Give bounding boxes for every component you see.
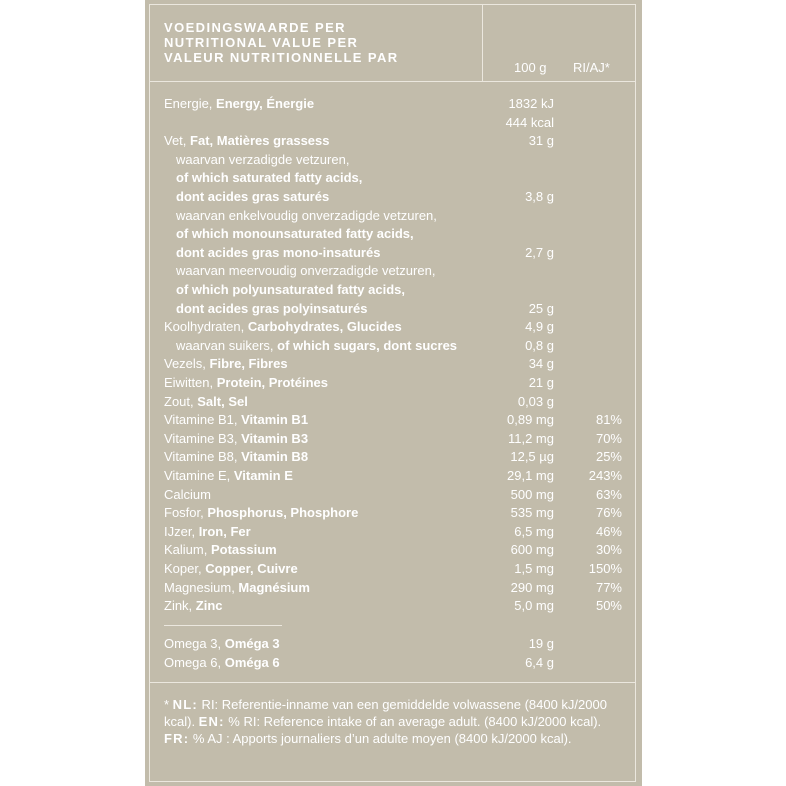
nutrient-label-plain: Zout,: [164, 394, 198, 409]
nutrition-panel: [145, 0, 642, 786]
nutrient-amount: 21 g: [528, 375, 554, 390]
nutrient-row: [150, 578, 635, 597]
nutrient-label-bold: Energy, Énergie: [216, 96, 315, 111]
nutrient-ri: 150%: [588, 561, 622, 576]
nutrient-label-bold: Phosphorus, Phosphore: [207, 505, 359, 520]
nutrient-label-bold: Potassium: [210, 542, 277, 557]
nutrient-row: [150, 150, 635, 169]
nutrient-row: [150, 466, 635, 485]
nutrient-label-plain: Vezels,: [164, 356, 210, 371]
nutrient-row: [150, 131, 635, 150]
nutrient-row: [150, 243, 635, 262]
footnote-text: [164, 696, 619, 747]
nutrient-row: [150, 354, 635, 373]
nutrient-row: [150, 299, 635, 318]
nutrient-label-bold: of which polyunsaturated fatty acids,: [176, 282, 405, 297]
nutrient-ri: 25%: [595, 449, 622, 464]
nutrient-label-plain: Vitamine B3,: [164, 431, 242, 446]
nutrient-row: [150, 410, 635, 429]
nutrient-label-plain: Koper,: [164, 561, 206, 576]
nutrient-ri: 76%: [595, 505, 622, 520]
nutrient-label-bold: of which sugars, dont sucres: [277, 338, 458, 353]
nutrient-label: [164, 410, 308, 429]
nutrient-label-bold: Fat, Matières grassess: [190, 133, 330, 148]
nutrient-label: [164, 653, 280, 672]
nutrient-label: [164, 131, 330, 150]
footnote-fr-text: % AJ : Apports journaliers d’un adulte moyen (8400 kJ/2000 kcal).: [189, 731, 572, 746]
nutrient-label: [176, 299, 367, 318]
nutrient-label: [164, 429, 308, 448]
nutrient-label-bold: Magnésium: [238, 580, 310, 595]
nutrient-amount: 0,03 g: [517, 394, 554, 409]
nutrient-label-plain: Energie,: [164, 96, 217, 111]
footnote-en-tag: EN:: [198, 714, 225, 729]
nutrient-amount: 6,5 mg: [514, 524, 554, 539]
footnote-box: [149, 682, 636, 782]
nutrient-label-plain: Calcium: [164, 487, 211, 502]
nutrient-label-bold: Copper, Cuivre: [205, 561, 298, 576]
nutrient-label: [164, 596, 223, 615]
nutrient-amount: 6,4 g: [525, 655, 554, 670]
nutrient-label-plain: Magnesium,: [164, 580, 239, 595]
nutrient-label: [164, 392, 248, 411]
nutrient-amount: 0,8 g: [525, 338, 554, 353]
nutrient-row: [150, 559, 635, 578]
nutrient-label-plain: Koolhydraten,: [164, 319, 248, 334]
nutrient-label: [176, 150, 349, 169]
nutrient-label: [164, 447, 308, 466]
nutrient-label-bold: Vitamin B1: [241, 412, 309, 427]
nutrient-label: [176, 168, 362, 187]
nutrient-label-plain: Zink,: [164, 598, 196, 613]
nutrient-row: [150, 485, 635, 504]
nutrient-amount: 535 mg: [510, 505, 554, 520]
nutrient-amount: 600 mg: [510, 542, 554, 557]
nutrient-label-plain: waarvan meervoudig onverzadigde vetzuren,: [176, 263, 436, 278]
nutrient-label-plain: Vitamine E,: [164, 468, 234, 483]
nutrient-amount: 444 kcal: [505, 115, 554, 130]
column-header-ri: RI/AJ*: [573, 60, 610, 75]
nutrient-label-plain: Vitamine B8,: [164, 449, 242, 464]
nutrient-label: [164, 317, 402, 336]
nutrient-label: [164, 578, 310, 597]
nutrient-label-plain: Fosfor,: [164, 505, 208, 520]
nutrient-ri: 70%: [595, 431, 622, 446]
nutrient-label-plain: Eiwitten,: [164, 375, 217, 390]
nutrient-row: [150, 187, 635, 206]
nutrient-label-bold: Salt, Sel: [197, 394, 248, 409]
nutrient-label-plain: waarvan enkelvoudig onverzadigde vetzuren,: [176, 208, 437, 223]
nutrient-amount: 19 g: [528, 636, 554, 651]
nutrient-ri: 63%: [595, 487, 622, 502]
nutrient-row: [150, 503, 635, 522]
nutrient-row: [150, 168, 635, 187]
nutrient-label: [164, 540, 277, 559]
nutrient-amount: 1,5 mg: [514, 561, 554, 576]
nutrient-row: [150, 634, 635, 653]
nutrient-ri: 77%: [595, 580, 622, 595]
nutrient-amount: 500 mg: [510, 487, 554, 502]
header-title: [164, 20, 399, 65]
footnote-fr-tag: FR:: [164, 731, 190, 746]
nutrient-row: [150, 317, 635, 336]
nutrient-label: [176, 224, 414, 243]
nutrient-label-bold: Fibre, Fibres: [209, 356, 288, 371]
nutrient-label-plain: Omega 3,: [164, 636, 225, 651]
nutrient-label: [176, 280, 405, 299]
nutrient-row: [150, 113, 635, 132]
footnote-nl-text: RI: Referentie-inname van een gemiddelde volwassene (8400 kJ/2000 kcal).: [164, 697, 607, 729]
nutrient-label-plain: waarvan verzadigde vetzuren,: [176, 152, 350, 167]
nutrient-label-plain: Vet,: [164, 133, 191, 148]
nutrient-amount: 0,89 mg: [507, 412, 554, 427]
nutrient-row: [150, 653, 635, 672]
nutrient-label-bold: dont acides gras polyinsaturés: [176, 301, 368, 316]
nutrient-amount: 290 mg: [510, 580, 554, 595]
nutrient-label: [164, 634, 280, 653]
nutrient-label-bold: Zinc: [195, 598, 223, 613]
nutrient-label-plain: waarvan suikers,: [176, 338, 278, 353]
nutrient-row: [150, 596, 635, 615]
nutrient-label-plain: Vitamine B1,: [164, 412, 242, 427]
nutrient-label-plain: IJzer,: [164, 524, 199, 539]
nutrient-row: [150, 392, 635, 411]
header-divider: [482, 5, 483, 81]
nutrient-amount: 12,5 µg: [510, 449, 554, 464]
nutrient-row: [150, 206, 635, 225]
nutrient-amount: 29,1 mg: [507, 468, 554, 483]
nutrient-label: [164, 373, 328, 392]
header-title-line-en: NUTRITIONAL VALUE PER: [164, 35, 359, 50]
table-header: [149, 4, 636, 82]
footnote-nl-tag: NL:: [172, 697, 198, 712]
nutrient-label: [176, 243, 380, 262]
nutrient-label-bold: of which saturated fatty acids,: [176, 170, 363, 185]
nutrient-row: [150, 522, 635, 541]
nutrient-label: [164, 522, 251, 541]
footnote-en-text: % RI: Reference intake of an average adult. (8400 kJ/2000 kcal).: [224, 714, 602, 729]
nutrient-label-plain: Omega 6,: [164, 655, 225, 670]
nutrient-table-body: [149, 82, 636, 682]
nutrient-label-bold: Vitamin B8: [241, 449, 309, 464]
nutrient-label-plain: Kalium,: [164, 542, 211, 557]
nutrient-label: [164, 354, 288, 373]
nutrient-label: [164, 485, 211, 504]
nutrient-amount: 5,0 mg: [514, 598, 554, 613]
nutrient-amount: 4,9 g: [525, 319, 554, 334]
nutrient-label: [164, 503, 358, 522]
nutrient-ri: 50%: [595, 598, 622, 613]
nutrient-label-bold: Oméga 6: [224, 655, 280, 670]
nutrient-amount: 25 g: [528, 301, 554, 316]
nutrient-row: [150, 336, 635, 355]
nutrient-label-bold: dont acides gras mono-insaturés: [176, 245, 381, 260]
nutrient-label: [176, 261, 435, 280]
nutrient-label: [176, 336, 457, 355]
nutrient-row: [150, 540, 635, 559]
nutrient-ri: 81%: [595, 412, 622, 427]
nutrient-label-bold: Vitamin B3: [241, 431, 309, 446]
section-separator: [164, 625, 282, 626]
nutrient-ri: 243%: [588, 468, 622, 483]
nutrient-row: [150, 429, 635, 448]
nutrient-label-bold: Iron, Fer: [198, 524, 251, 539]
header-title-line-nl: VOEDINGSWAARDE PER: [164, 20, 346, 35]
nutrient-label: [164, 466, 293, 485]
nutrient-label: [176, 187, 329, 206]
nutrient-row: [150, 261, 635, 280]
nutrient-label: [164, 559, 298, 578]
nutrient-amount: 31 g: [528, 133, 554, 148]
column-header-amount: 100 g: [514, 60, 547, 75]
nutrient-amount: 2,7 g: [525, 245, 554, 260]
nutrient-amount: 3,8 g: [525, 189, 554, 204]
nutrient-amount: 11,2 mg: [507, 431, 554, 446]
footnote-star: *: [164, 697, 173, 712]
nutrient-label-bold: Protein, Protéines: [216, 375, 328, 390]
nutrient-row: [150, 447, 635, 466]
nutrient-label-bold: of which monounsaturated fatty acids,: [176, 226, 414, 241]
nutrient-row: [150, 280, 635, 299]
nutrient-ri: 46%: [595, 524, 622, 539]
nutrient-label-bold: Vitamin E: [233, 468, 293, 483]
header-title-line-fr: VALEUR NUTRITIONNELLE PAR: [164, 50, 399, 65]
nutrient-ri: 30%: [595, 542, 622, 557]
nutrient-label: [164, 94, 314, 113]
nutrient-row: [150, 94, 635, 113]
nutrient-amount: 34 g: [528, 356, 554, 371]
nutrient-label-bold: dont acides gras saturés: [176, 189, 330, 204]
nutrient-label-bold: Oméga 3: [224, 636, 280, 651]
nutrient-label: [176, 206, 437, 225]
nutrient-amount: 1832 kJ: [508, 96, 554, 111]
nutrient-label-bold: Carbohydrates, Glucides: [247, 319, 402, 334]
nutrient-row: [150, 373, 635, 392]
nutrient-row: [150, 224, 635, 243]
